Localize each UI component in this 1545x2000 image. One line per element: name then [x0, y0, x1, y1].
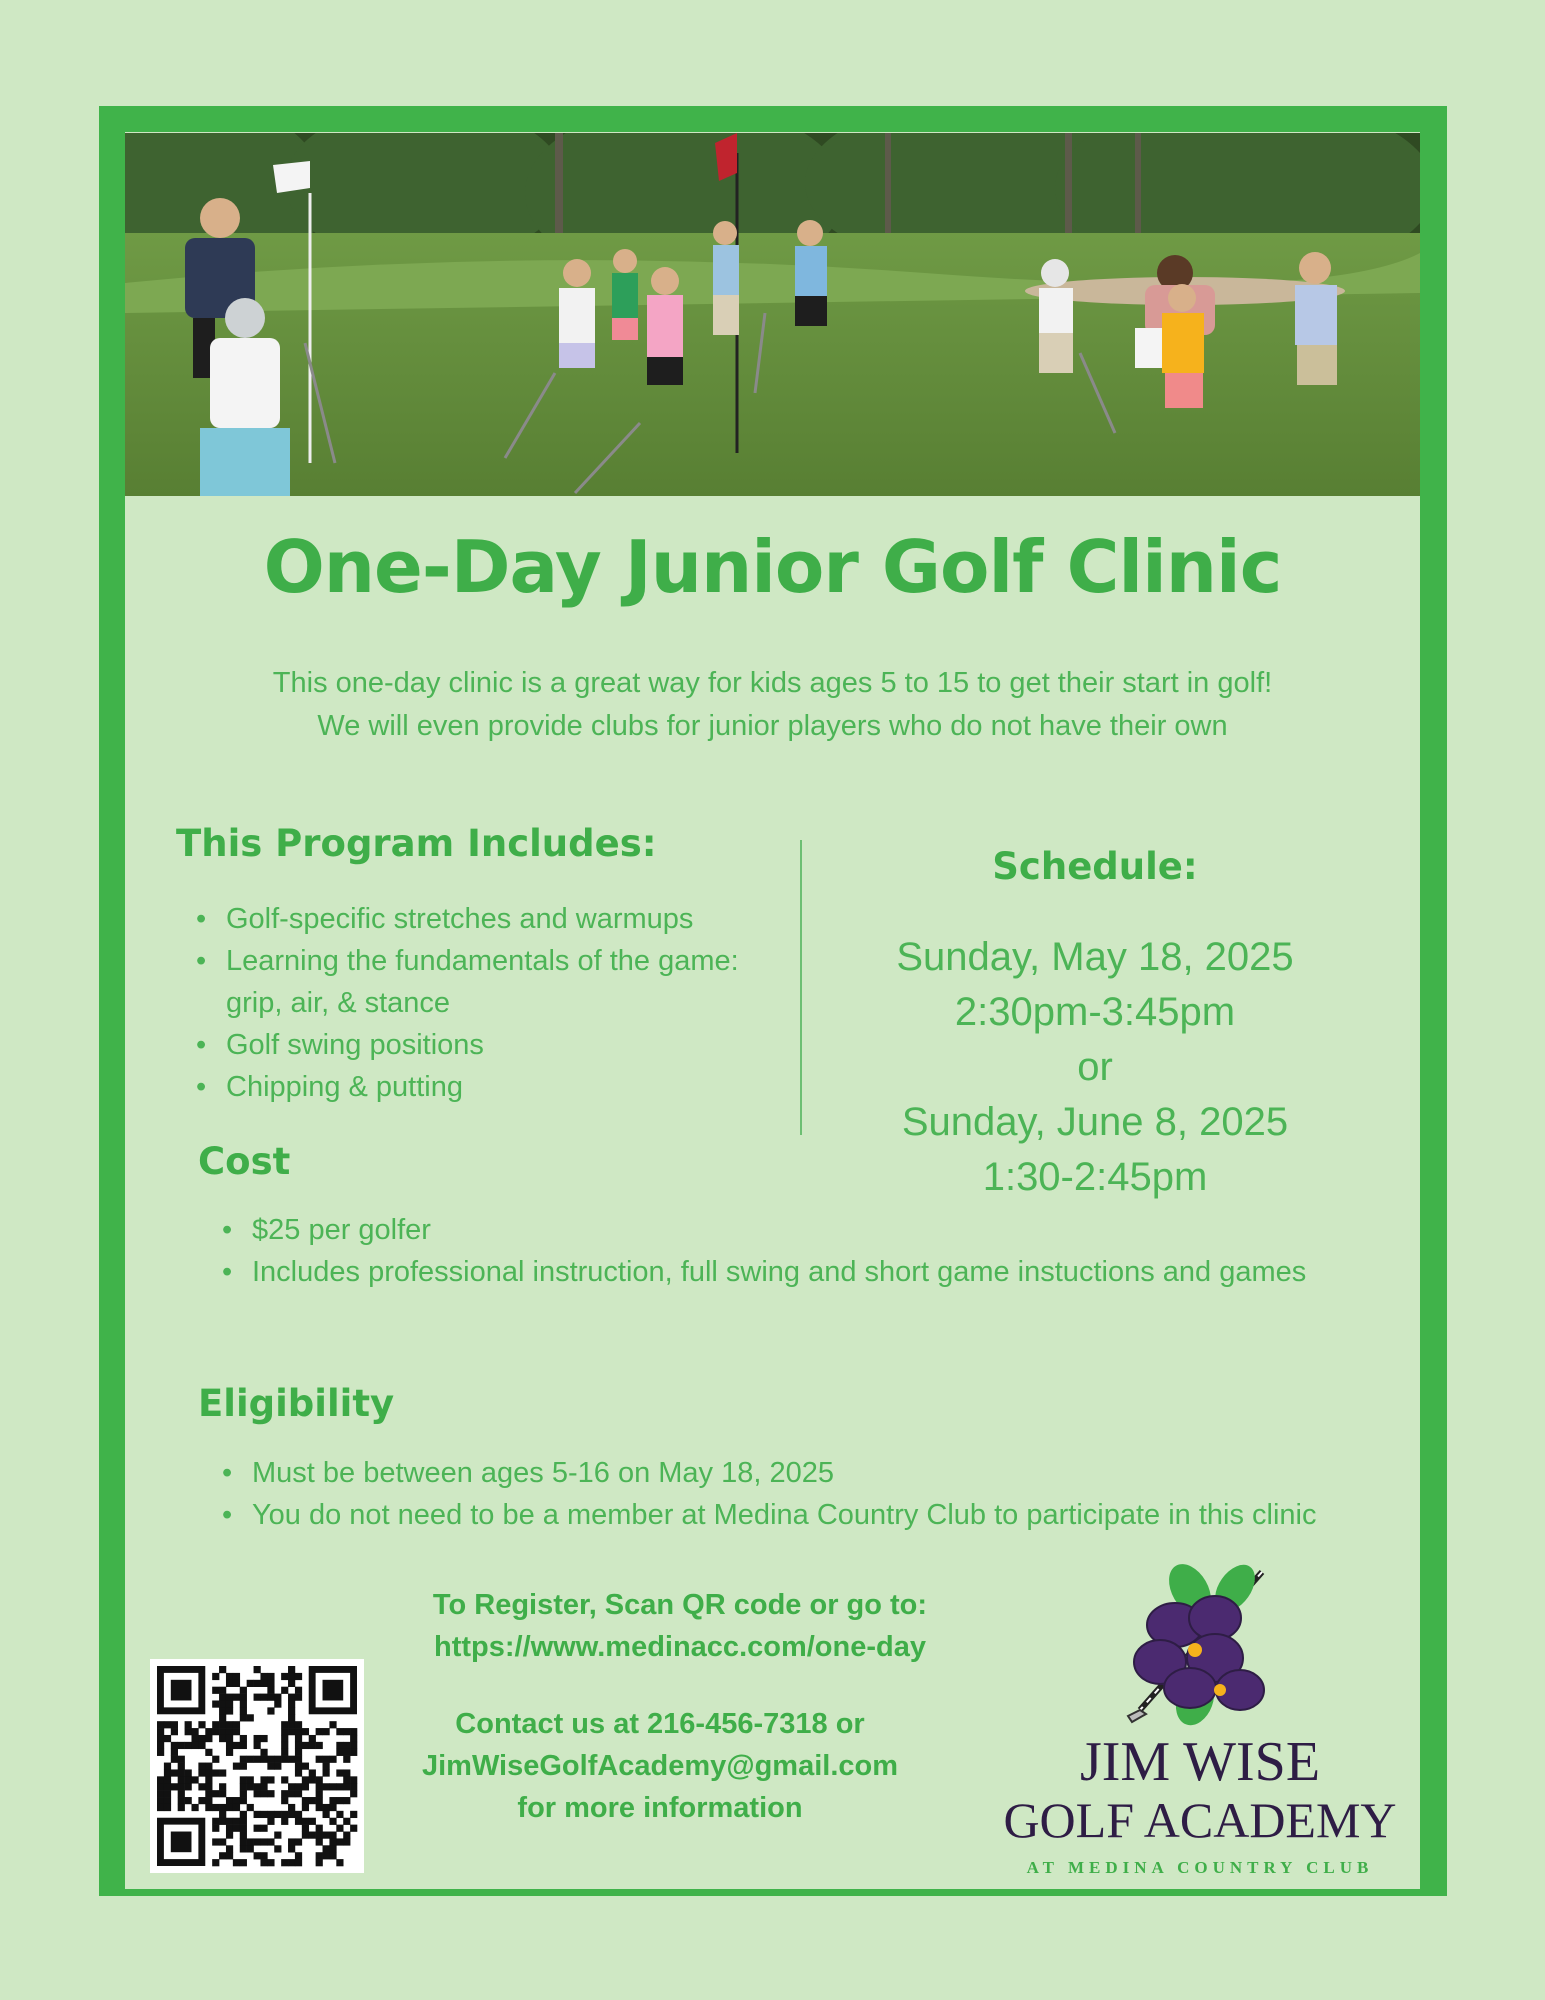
schedule-line: 2:30pm-3:45pm: [954, 990, 1236, 1034]
page-title: One-Day Junior Golf Clinic: [263, 525, 1282, 609]
schedule-line: or: [1077, 1045, 1113, 1089]
program-list: [196, 898, 776, 1108]
list-item: • Learning the fundamentals of the game: grip, air, & stance: [196, 940, 776, 1024]
golf-clinic-photo: [125, 133, 1420, 496]
intro-text: [125, 662, 1420, 748]
schedule-heading: Schedule:: [992, 845, 1198, 888]
list-item: • $25 per golfer: [222, 1209, 1372, 1251]
register-text: To Register, Scan QR code or go to:: [432, 1589, 928, 1621]
contact-phone: Contact us at 216-456-7318 or: [455, 1708, 865, 1740]
cost-list: [222, 1209, 1372, 1293]
contact-email-link[interactable]: JimWiseGolfAcademy@gmail.com: [421, 1750, 899, 1782]
eligibility-list: [222, 1452, 1397, 1536]
register-url-link[interactable]: https://www.medinacc.com/one-day: [433, 1631, 926, 1663]
column-divider: [800, 840, 802, 1135]
list-item: • Chipping & putting: [196, 1066, 776, 1108]
register-info: [370, 1584, 990, 1668]
schedule-line: Sunday, May 18, 2025: [896, 935, 1294, 979]
intro-line: We will even provide clubs for junior players who do not have their own: [317, 710, 1228, 742]
schedule-line: 1:30-2:45pm: [982, 1155, 1208, 1199]
list-item: • Includes professional instruction, full swing and short game instuctions and games: [222, 1251, 1372, 1293]
logo-tagline: AT MEDINA COUNTRY CLUB: [1026, 1858, 1374, 1877]
logo-name-line1: JIM WISE: [1079, 1731, 1321, 1793]
qr-code-icon[interactable]: [150, 1659, 364, 1873]
schedule-line: Sunday, June 8, 2025: [901, 1100, 1289, 1144]
intro-line: This one-day clinic is a great way for kids ages 5 to 15 to get their start in golf!: [272, 667, 1273, 699]
list-item: • Golf-specific stretches and warmups: [196, 898, 776, 940]
list-item: • Must be between ages 5-16 on May 18, 2025: [222, 1452, 1397, 1494]
cost-heading: Cost: [198, 1140, 291, 1183]
schedule-dates: [845, 930, 1345, 1205]
eligibility-heading: Eligibility: [198, 1382, 395, 1425]
list-item: • Golf swing positions: [196, 1024, 776, 1066]
contact-note: for more information: [517, 1792, 803, 1824]
list-item: • You do not need to be a member at Medina Country Club to participate in this clinic: [222, 1494, 1397, 1536]
contact-info: [340, 1703, 980, 1829]
program-heading: This Program Includes:: [176, 822, 657, 865]
logo-name-line2: GOLF ACADEMY: [1003, 1792, 1397, 1848]
